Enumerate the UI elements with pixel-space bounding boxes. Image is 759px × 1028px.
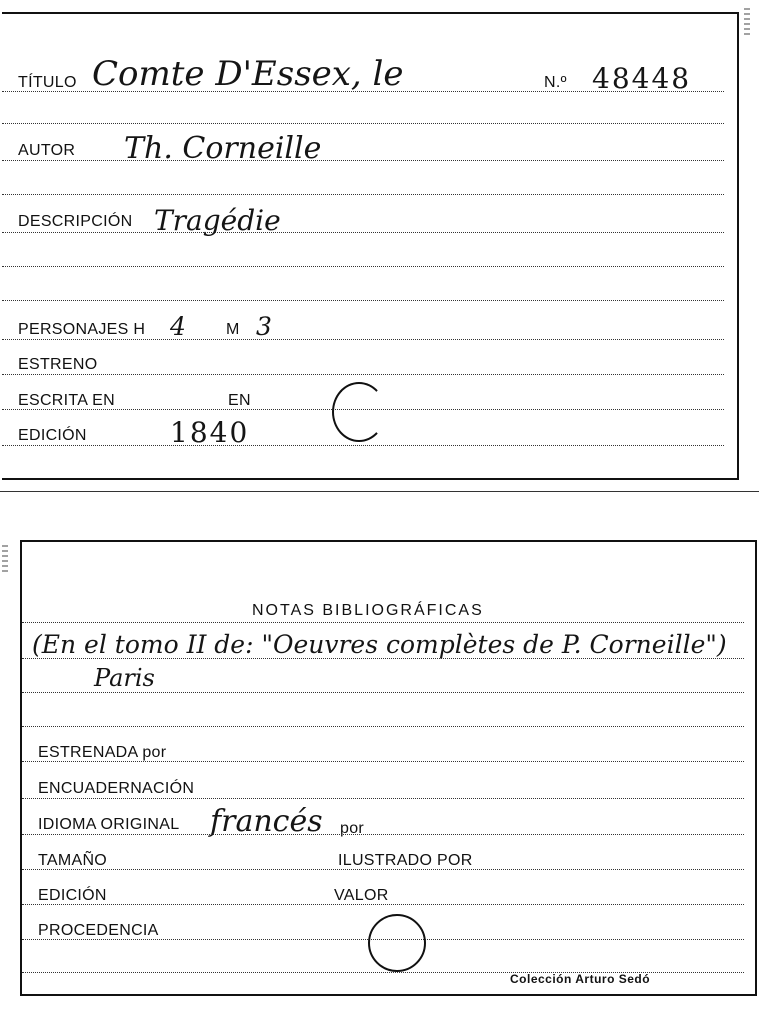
rule xyxy=(2,266,724,267)
tamano-label: TAMAÑO xyxy=(38,852,108,869)
personajes-h-value: 4 xyxy=(170,312,186,341)
estreno-label: ESTRENO xyxy=(18,356,98,373)
escrita-label: ESCRITA EN xyxy=(18,392,115,409)
rule xyxy=(2,445,724,446)
idioma-label: IDIOMA ORIGINAL xyxy=(38,816,180,833)
autor-label: AUTOR xyxy=(18,142,76,159)
note-line-2: Paris xyxy=(94,664,155,692)
rule xyxy=(22,869,744,870)
catalog-card-back xyxy=(20,540,757,996)
edge-speckle xyxy=(2,545,8,573)
titulo-label: TÍTULO xyxy=(18,74,77,91)
rule xyxy=(2,194,724,195)
rule xyxy=(22,761,744,762)
notas-heading: NOTAS BIBLIOGRÁFICAS xyxy=(252,602,484,619)
por-label: por xyxy=(340,820,365,837)
rule xyxy=(2,160,724,161)
rule xyxy=(2,123,724,124)
personajes-m-value: 3 xyxy=(256,312,272,341)
numero-value: 48448 xyxy=(592,62,692,95)
edicion-label-back: EDICIÓN xyxy=(38,887,107,904)
rule xyxy=(2,232,724,233)
punch-hole-circle xyxy=(332,382,386,442)
edge-speckle xyxy=(744,8,750,36)
estrenada-label: ESTRENADA por xyxy=(38,744,167,761)
numero-label: N.º xyxy=(544,74,567,91)
card-separator xyxy=(0,491,759,492)
edicion-label: EDICIÓN xyxy=(18,427,87,444)
rule xyxy=(22,622,744,623)
rule xyxy=(2,91,724,92)
encuadernacion-label: ENCUADERNACIÓN xyxy=(38,780,195,797)
rule xyxy=(2,339,724,340)
note-line-1: (En el tomo II de: "Oeuvres complètes de P. Corneille") xyxy=(32,630,727,659)
idioma-value: francés xyxy=(210,804,323,839)
personajes-m-label: M xyxy=(226,321,240,338)
rule xyxy=(22,798,744,799)
rule xyxy=(22,692,744,693)
personajes-label: PERSONAJES H xyxy=(18,321,146,338)
descripcion-value: Tragédie xyxy=(154,204,281,237)
en-label: EN xyxy=(228,392,251,409)
rule xyxy=(22,658,744,659)
rule xyxy=(22,834,744,835)
titulo-value: Comte D'Essex, le xyxy=(92,54,404,94)
ilustrado-label: ILUSTRADO POR xyxy=(338,852,473,869)
descripcion-label: DESCRIPCIÓN xyxy=(18,213,133,230)
rule xyxy=(22,904,744,905)
rule xyxy=(2,374,724,375)
coleccion-credit: Colección Arturo Sedó xyxy=(510,972,651,986)
autor-value: Th. Corneille xyxy=(124,131,322,166)
procedencia-label: PROCEDENCIA xyxy=(38,922,159,939)
edicion-value: 1840 xyxy=(170,416,250,449)
punch-hole-circle xyxy=(368,914,426,972)
catalog-card-front xyxy=(2,12,739,480)
rule xyxy=(22,726,744,727)
valor-label: VALOR xyxy=(334,887,389,904)
rule xyxy=(2,300,724,301)
